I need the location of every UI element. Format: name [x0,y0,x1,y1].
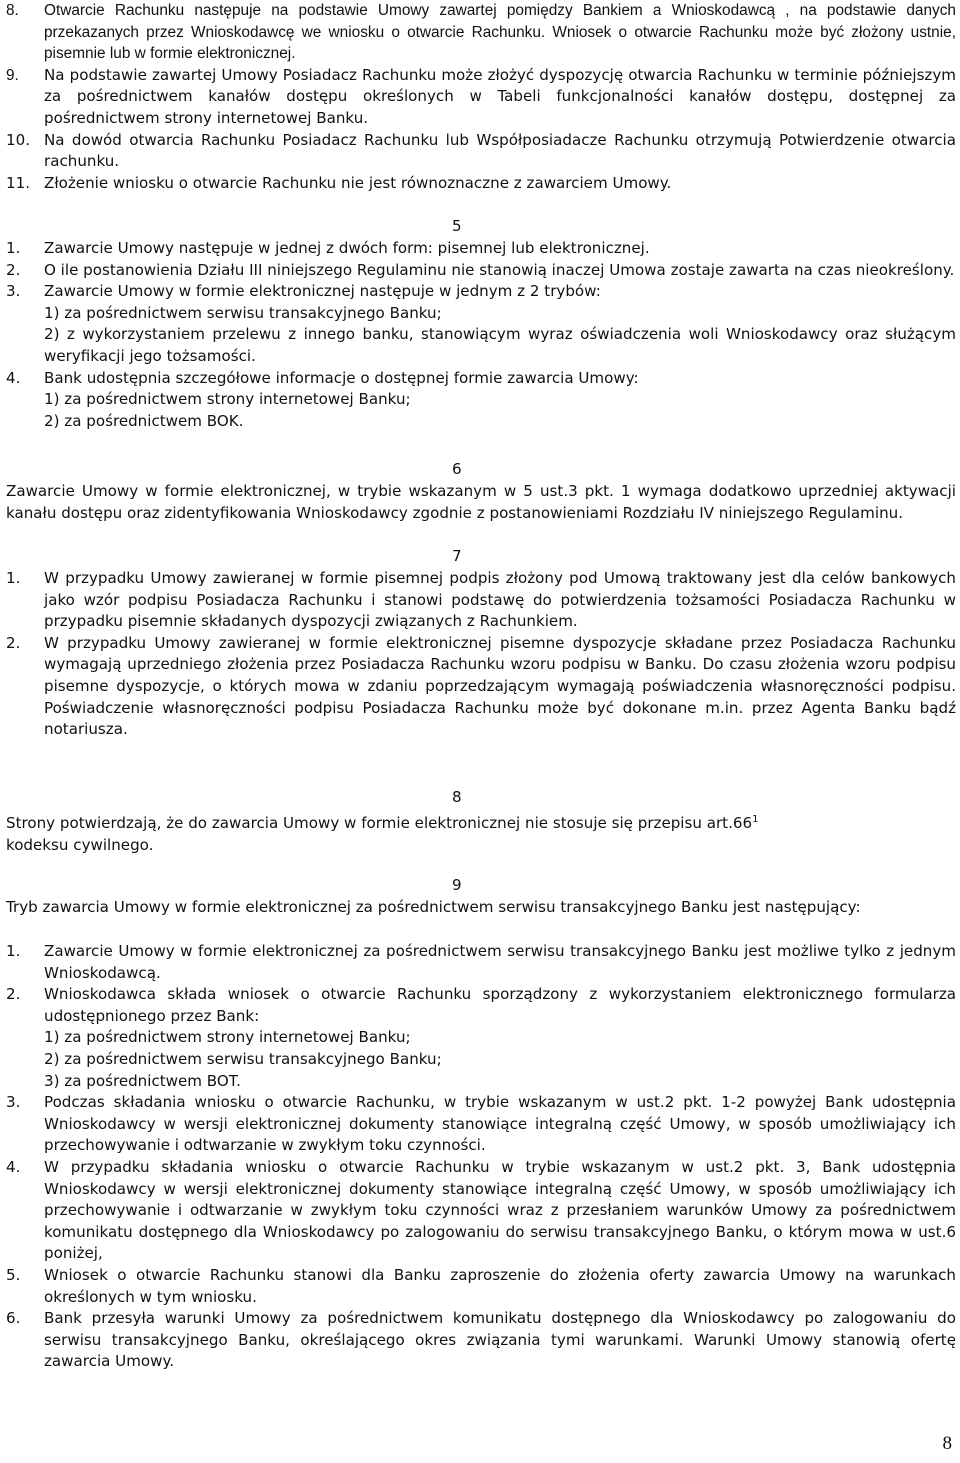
item-text [44,281,956,367]
list-item [6,260,956,282]
item-text: W przypadku składania wniosku o otwarcie Rachunku w trybie wskazanym w ust.2 pkt. 3, Bank udostępnia Wnioskodawcy w wersji elektronicznej dokumenty stanowiące integralną część Umowy, w sposób umożliwiający ich przechowywanie i odtwarzanie w zwykłym toku czynności wraz z przesłaniem warunków Umowy za pośrednictwem komunikatu dostępnego dla Wnioskodawcy po zalogowaniu do serwisu transakcyjnego Banku, o którym mowa w ust.6 poniżej, [44,1157,956,1263]
list-item [6,1092,956,1157]
item-lead: Wnioskodawca składa wniosek o otwarcie Rachunku sporządzony z wykorzystaniem elektronicznego formularza udostępnionego przez Bank: [44,985,956,1025]
section-8-body-end: kodeksu cywilnego. [6,835,154,854]
list-item [6,941,956,984]
list-item [6,281,956,367]
footnote-ref: 1 [752,814,759,825]
item-text: Bank przesyła warunki Umowy za pośrednictwem komunikatu dostępnego dla Wnioskodawcy po zalogowaniu do serwisu transakcyjnego Banku, określającego okres związania tymi warunkami. Warunki Umowy stanowią ofertę zawarcia Umowy. [44,1309,956,1371]
item-number: 6. [6,1309,21,1328]
list-item [6,0,956,65]
list-item [6,130,956,173]
item-text: Zawarcie Umowy następuje w jednej z dwóch form: pisemnej lub elektronicznej. [44,239,650,257]
item-text: W przypadku Umowy zawieranej w formie pisemnej podpis złożony pod Umową traktowany jest dla celów bankowych jako wzór podpisu Posiadacza Rachunku i stanowi podstawę do potwierdzenia tożsamości Posiadacza Rachunku w przypadku pisemnie składanych dyspozycji związanych z Rachunkiem. [44,569,956,631]
list-item [6,1157,956,1265]
section-8-text [6,809,956,856]
item-number: 11. [6,173,31,192]
sub-item: 1) za pośrednictwem strony internetowej Banku; [44,390,411,409]
list-item [6,238,956,260]
page-number: 8 [942,1433,952,1454]
item-lead: Bank udostępnia szczegółowe informacje o dostępnej formie zawarcia Umowy: [44,368,639,387]
section-heading-8: 8 [452,788,462,806]
sub-item: 3) za pośrednictwem BOT. [44,1071,241,1090]
item-number: 1. [6,569,21,587]
section-5 [6,238,956,432]
list-item [6,568,956,633]
item-number: 1. [6,239,21,257]
item-number: 9. [6,66,19,84]
sub-item: 1) za pośrednictwem strony internetowej Banku; [44,1028,411,1047]
item-text: Na dowód otwarcia Rachunku Posiadacz Rachunku lub Współposiadacze Rachunku otrzymują Potwierdzenie otwarcia rachunku. [44,130,956,171]
item-text: O ile postanowienia Działu III niniejszego Regulaminu nie stanowią inaczej Umowa zostaje zawarta na czas nieokreślony. [44,260,955,279]
item-text: Zawarcie Umowy w formie elektronicznej za pośrednictwem serwisu transakcyjnego Banku jest możliwe tylko z jednym Wnioskodawcą. [44,942,956,982]
item-number: 3. [6,1093,21,1112]
item-text [44,368,956,433]
list-item [6,984,956,1092]
sub-item: 1) za pośrednictwem serwisu transakcyjnego Banku; [44,303,442,322]
item-number: 3. [6,282,21,301]
item-text [44,984,956,1092]
item-text: Otwarcie Rachunku następuje na podstawie Umowy zawartej pomiędzy Bankiem a Wnioskodawcą , na podstawie danych przekazanych przez Wnioskodawcę we wniosku o otwarcie Rachunku. Wniosek o otwarcie Rachunku może być złożony ustnie, pisemnie lub w formie elektronicznej. [44,2,956,63]
item-number: 4. [6,1157,21,1176]
list-item [6,633,956,741]
section-heading-9: 9 [452,876,462,894]
item-number: 4. [6,368,21,387]
item-lead: Zawarcie Umowy w formie elektronicznej następuje w jednym z 2 trybów: [44,282,601,301]
section-9-intro: Tryb zawarcia Umowy w formie elektronicznej za pośrednictwem serwisu transakcyjnego Banku jest następujący: [6,898,861,916]
section-7 [6,568,956,741]
item-number: 10. [6,130,31,149]
sub-item: 2) za pośrednictwem BOK. [44,411,244,430]
section-9 [6,941,956,1373]
sub-item: 2) z wykorzystaniem przelewu z innego banku, stanowiącym wyraz oświadczenia woli Wnioskodawcy oraz służącym weryfikacji jego tożsamości. [44,325,956,365]
item-text: Na podstawie zawartej Umowy Posiadacz Rachunku może złożyć dyspozycję otwarcia Rachunku w terminie późniejszym za pośrednictwem kanałów dostępu określonych w Tabeli funkcjonalności kanałów dostępu, dostępnej za pośrednictwem strony internetowej Banku. [44,65,956,127]
item-text: Podczas składania wniosku o otwarcie Rachunku, w trybie wskazanym w ust.2 pkt. 1-2 powyżej Bank udostępnia Wnioskodawcy w wersji elektronicznej dokumenty stanowiące integralną część Umowy, w sposób umożliwiający ich przechowywanie i odtwarzanie w zwykłym toku czynności. [44,1093,956,1155]
item-number: 2. [6,260,21,279]
item-number: 1. [6,942,21,960]
item-text: W przypadku Umowy zawieranej w formie elektronicznej pisemne dyspozycje składane przez Posiadacza Rachunku wymagają uprzedniego złożenia przez Posiadacza Rachunku wzoru podpisu w Banku. Do czasu złożenia wzoru podpisu pisemne dyspozycje, o których mowa w zdaniu poprzedzającym wymagają poświadczenia własnoręczności podpisu. Poświadczenie własnoręczności podpisu Posiadacza Rachunku może być dokonane m.in. przez Agenta Banku bądź notariusza. [44,633,956,739]
section-heading-6: 6 [452,460,462,478]
list-item [6,1265,956,1308]
section-heading-7: 7 [452,547,462,565]
section-6-text: Zawarcie Umowy w formie elektronicznej, w trybie wskazanym w 5 ust.3 pkt. 1 wymaga dodatkowo uprzedniej aktywacji kanału dostępu oraz zidentyfikowania Wnioskodawcy zgodnie z postanowieniami Rozdziału IV niniejszego Regulaminu. [6,482,956,522]
sub-item: 2) za pośrednictwem serwisu transakcyjnego Banku; [44,1049,442,1068]
item-text: Wniosek o otwarcie Rachunku stanowi dla Banku zaproszenie do złożenia oferty zawarcia Umowy na warunkach określonych w tym wniosku. [44,1265,956,1306]
list-item [6,368,956,433]
section-8-body: Strony potwierdzają, że do zawarcia Umowy w formie elektronicznej nie stosuje się przepisu art.66 [6,814,753,832]
list-item [6,65,956,130]
section-heading-5: 5 [452,217,462,235]
top-section [6,0,956,194]
item-number: 2. [6,985,21,1004]
list-item [6,173,956,195]
item-number: 2. [6,633,21,652]
item-text: Złożenie wniosku o otwarcie Rachunku nie jest równoznaczne z zawarciem Umowy. [44,173,672,192]
list-item [6,1308,956,1373]
item-number: 5. [6,1265,21,1284]
item-number: 8. [6,2,19,19]
